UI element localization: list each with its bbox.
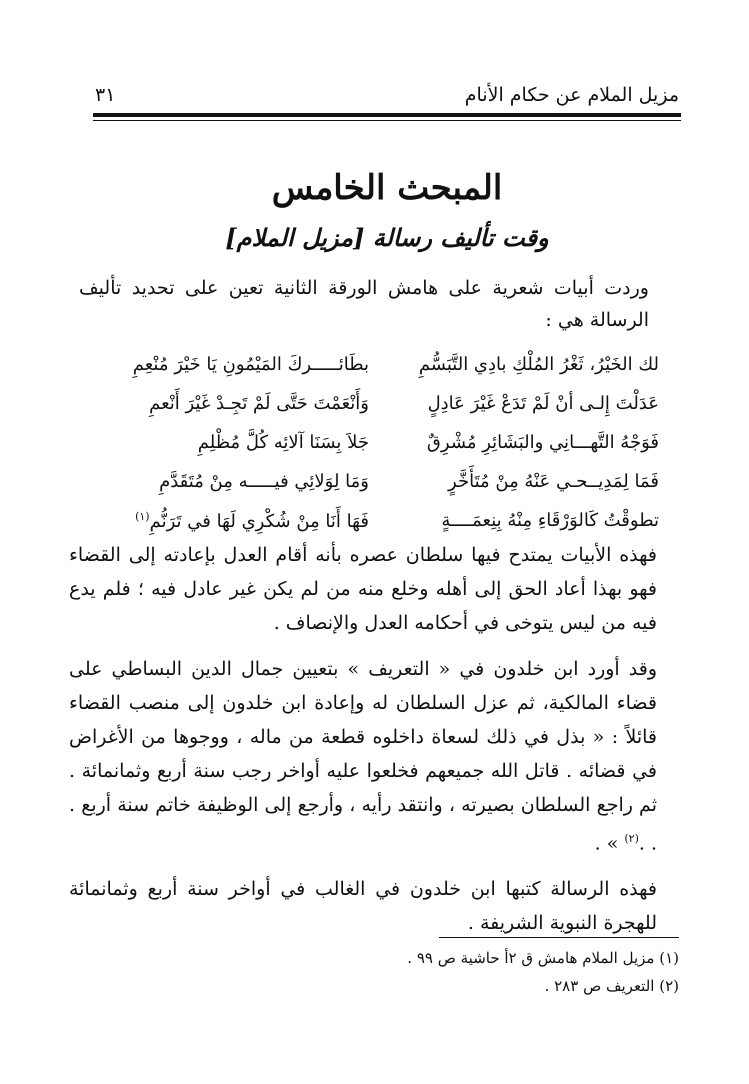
intro-paragraph bbox=[79, 272, 649, 336]
paragraph-2 bbox=[69, 652, 679, 860]
section-subheading: وقت تأليف رسالة [مزيل الملام] bbox=[225, 223, 549, 252]
running-head bbox=[95, 84, 679, 112]
verse-second-hemistich: بطَائـــــركَ المَيْمُونِ يَا خَيْرَ مُنْعِمِ bbox=[132, 354, 369, 375]
poem-verse bbox=[113, 393, 659, 432]
verse-second-hemistich: وَمَا لِوَلائِي فيـــــه مِنْ مُتَقَدَّمِ bbox=[159, 471, 369, 492]
verse-first-hemistich: فَوَجْهُ التَّهـــانِي والبَشَائِرِ مُشْرِقٌ bbox=[426, 432, 659, 453]
section-heading: المبحث الخامس bbox=[271, 168, 503, 208]
page-number: ٣١ bbox=[95, 84, 116, 106]
verse-second-hemistich: وَأَنْعَمْتَ حَتَّى لَمْ تَجِـدْ غَيْرَ أَنْعمِ bbox=[149, 393, 369, 414]
footnotes bbox=[79, 944, 679, 1000]
paragraph-3: فهذه الرسالة كتبها ابن خلدون في الغالب في أواخر سنة أربع وثمانمائة للهجرة النبوية الشريفة . bbox=[69, 878, 657, 935]
header-rule-thick bbox=[93, 113, 681, 117]
verse-first-hemistich: لك الخَيْرُ، ثَغْرُ المُلْكِ بادِي التَّبَسُّمِ bbox=[418, 354, 659, 375]
verse-first-hemistich: فَمَا لِمَدِيــحـي عَنْهُ مِنْ مُتَأَخَّرٍ bbox=[448, 471, 659, 492]
poem-verse bbox=[113, 471, 659, 510]
poem bbox=[113, 354, 659, 549]
footnote-ref-1[interactable]: (١) bbox=[135, 510, 150, 523]
intro-text: وردت أبيات شعرية على هامش الورقة الثانية تعين على تحديد تأليف الرسالة هي : bbox=[79, 277, 649, 331]
footnote-ref-2[interactable]: (٢) bbox=[624, 832, 639, 845]
footnote-1: (١) مزيل الملام هامش ق ٢أ حاشية ص ٩٩ . bbox=[407, 949, 679, 967]
verse-second-hemistich: جَلاَ بِسَنَا آلائِه كُلَّ مُظْلِمِ bbox=[197, 432, 369, 453]
poem-verse bbox=[113, 354, 659, 393]
quote-close: » . bbox=[594, 832, 625, 855]
footnote-rule bbox=[439, 937, 679, 938]
poem-verse bbox=[113, 432, 659, 471]
header-rule-thin bbox=[93, 120, 681, 121]
footnote-2: (٢) التعريف ص ٢٨٣ . bbox=[544, 977, 679, 995]
paragraph-1: فهذه الأبيات يمتدح فيها سلطان عصره بأنه أقام العدل بإعادته إلى القضاء فهو بهذا أعاد الحق إلى أهله وخلع منه من لم يكن غير عادل فيه ؛ فلم يدع فيه من ليس يتوخى في أحكامه العدل والإنصاف . bbox=[69, 544, 657, 634]
running-head-title: مزيل الملام عن حكام الأنام bbox=[464, 84, 679, 106]
body-text bbox=[69, 538, 679, 952]
verse-text: فَهَا أَنَا مِنْ شُكْرِي لَهَا في تَرَنُّمِ bbox=[149, 511, 369, 532]
verse-first-hemistich: عَدَلْتَ إِلـى أنْ لَمْ تَدَعْ غَيْرَ عَادِلٍ bbox=[427, 393, 659, 414]
verse-second-hemistich bbox=[113, 510, 369, 532]
verse-first-hemistich: تطوقْتُ كَالوَرْقَاءِ مِنْهُ بِنِعمَــــةٍ bbox=[441, 510, 659, 531]
paragraph-2-text: وقد أورد ابن خلدون في « التعريف » بتعيين جمال الدين البساطي على قضاء المالكية، ثم عزل السلطان له وإعادة ابن خلدون إلى منصب القضاء قائلاً : « بذل في ذلك لسعاة داخلوه قطعة من ماله ، ووجوها من الأغراض في قضائه . قاتل الله جميعهم فخلعوا عليه أواخر رجب سنة أربع وثمانمائة . ثم راجع السلطان بصيرته ، وانتقد رأيه ، وأرجع إلى الوظيفة خاتم سنة أربع . . . bbox=[69, 658, 657, 855]
